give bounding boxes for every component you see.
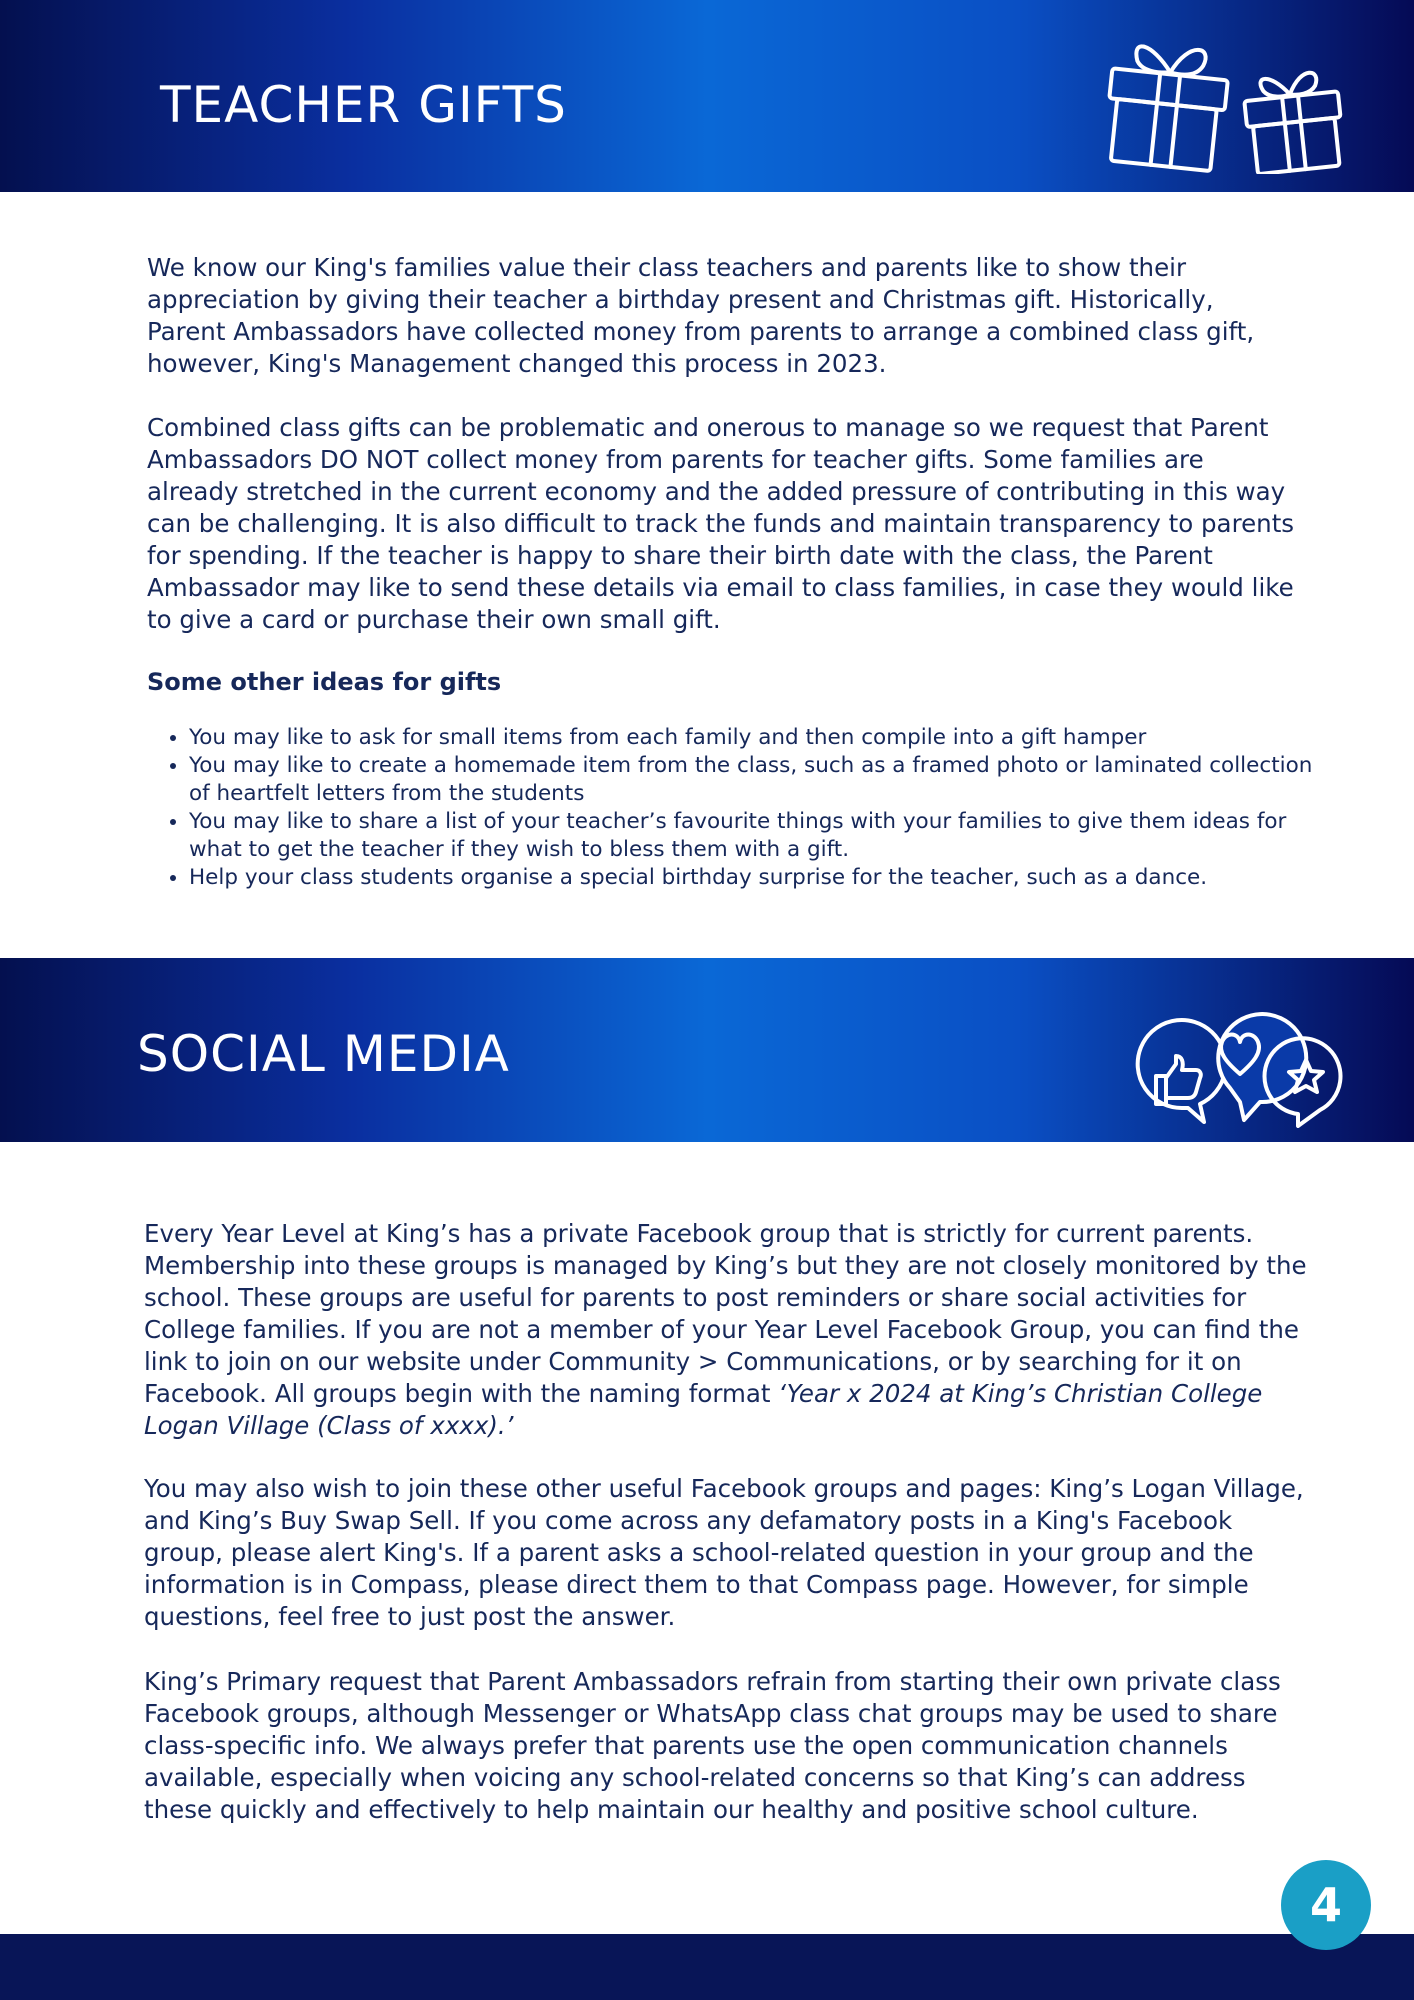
teacher-gifts-paragraph-2: Combined class gifts can be problematic and onerous to manage so we request that Parent Ambassadors DO NOT collect money from parents for teacher gifts. Some families are already stretched in the current economy and the added pressure of contributing in this way can be challenging. It is also difficult to track the funds and maintain transparency to parents for spending. If the teacher is happy to share their birth date with the class, the Parent Ambassador may like to send these details via email to class families, in case they would like to give a card or purchase their own small gift. <box>147 413 1295 634</box>
list-item: • You may like to share a list of your teacher’s favourite things with your families to give them ideas for what to get the teacher if they wish to bless them with a gift. <box>189 808 1339 864</box>
social-media-paragraph-3: King’s Primary request that Parent Ambassadors refrain from starting their own private class Facebook groups, although Messenger or WhatsApp class chat groups may be used to share class-specific info. We always prefer that parents use the open communication channels available, especially when voicing any school-related concerns so that King’s can address these quickly and effectively to help maintain our healthy and positive school culture. <box>144 1667 1281 1824</box>
social-media-paragraph-2: You may also wish to join these other useful Facebook groups and pages: King’s Logan Village, and King’s Buy Swap Sell. If you come across any defamatory posts in a King's Facebook group, please alert King's. If a parent asks a school-related question in your group and the information is in Compass, please direct them to that Compass page. However, for simple questions, feel free to just post the answer. <box>144 1474 1304 1631</box>
social-media-paragraph-1-text: Every Year Level at King’s has a private Facebook group that is strictly for current parents. Membership into these groups is managed by King’s but they are not closely monitored by the school. These groups are useful for parents to post reminders or share social activities for College families. If you are not a member of your Year Level Facebook Group, you can find the link to join on our website under Community > Communications, or by searching for it on Facebook. All groups begin with the naming format <box>144 1219 1307 1408</box>
teacher-gifts-paragraph-1: We know our King's families value their class teachers and parents like to show their appreciation by giving their teacher a birthday present and Christmas gift. Historically, Parent Ambassadors have collected money from parents to arrange a combined class gift, however, King's Management changed this process in 2023. <box>147 253 1255 378</box>
gift-boxes-icon <box>1095 24 1355 174</box>
social-media-banner <box>0 958 1414 1142</box>
teacher-gifts-title: TEACHER GIFTS <box>160 76 567 134</box>
teacher-gifts-banner <box>0 0 1414 192</box>
social-reactions-icon <box>1130 998 1350 1128</box>
social-media-title: SOCIAL MEDIA <box>137 1025 510 1083</box>
social-media-paragraph-1 <box>144 1218 1314 1442</box>
thumbs-up-icon <box>1156 1056 1201 1104</box>
list-item: • Help your class students organise a special birthday surprise for the teacher, such as a dance. <box>189 864 1339 892</box>
list-item: • You may like to ask for small items from each family and then compile into a gift hamper <box>189 724 1339 752</box>
gift-ideas-heading: Some other ideas for gifts <box>147 668 502 696</box>
group-naming-format: ‘Year x 2024 at King’s Christian College Logan Village (Class of xxxx).’ <box>144 1379 1263 1440</box>
footer-bar <box>0 1934 1414 2000</box>
page-number-badge: 4 <box>1281 1860 1371 1950</box>
list-item: • You may like to create a homemade item from the class, such as a framed photo or laminated collection of heartfelt letters from the students <box>189 752 1339 808</box>
gift-ideas-list <box>147 724 1339 892</box>
